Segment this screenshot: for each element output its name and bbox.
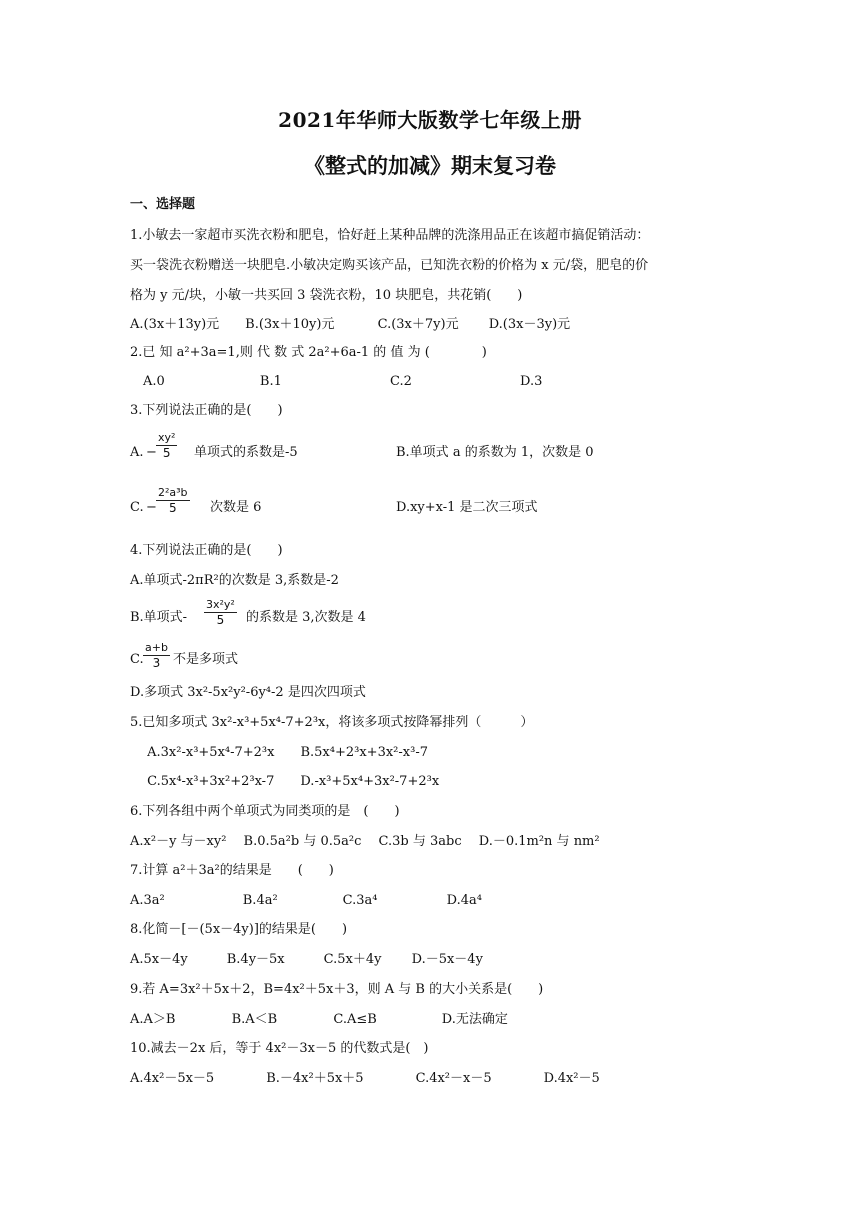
fraction-denominator: 5 <box>216 613 225 627</box>
question-1-line-1: 1.小敏去一家超市买洗衣粉和肥皂，恰好赶上某种品牌的洗涤用品正在该超市搞促销活动： <box>130 228 650 243</box>
question-1-options: A.(3x＋13y)元 B.(3x＋10y)元 C.(3x＋7y)元 D.(3x－3y)元 <box>130 317 571 332</box>
question-7-options: A.3a² B.4a² C.3a⁴ D.4a⁴ <box>130 893 482 908</box>
question-4-stem: 4.下列说法正确的是( ) <box>130 543 283 558</box>
doc-subtitle: 《整式的加减》期末复习卷 <box>304 153 556 178</box>
fraction-numerator: a+b <box>145 641 168 654</box>
doc-title: 2021年华师大版数学七年级上册 <box>278 108 582 132</box>
fraction-denominator: 5 <box>168 501 177 515</box>
question-4-option-d: D.多项式 3x²-5x²y²-6y⁴-2 是四次四项式 <box>130 685 366 700</box>
question-3-option-a-label: A. <box>130 445 144 460</box>
question-4-option-b-text: 的系数是 3,次数是 4 <box>246 610 366 625</box>
question-5-options-cd: C.5x⁴-x³+3x²+2³x-7 D.-x³+5x⁴+3x²-7+2³x <box>130 774 440 789</box>
fraction-denominator: 3 <box>152 656 161 670</box>
question-2-stem: 2.已 知 a²+3a=1,则 代 数 式 2a²+6a-1 的 值 为 ( ) <box>130 345 487 360</box>
question-4-option-c-label: C. <box>130 652 144 667</box>
question-4-option-b-prefix: B.单项式- <box>130 610 188 625</box>
fraction-numerator: 3x²y² <box>206 598 235 611</box>
question-1-line-2: 买一袋洗衣粉赠送一块肥皂.小敏决定购买该产品，已知洗衣粉的价格为 x 元/袋，肥皂的价 <box>130 258 649 273</box>
question-3-option-c-text: 次数是 6 <box>210 500 262 515</box>
question-3-option-c-label: C. <box>130 500 144 515</box>
fraction-numerator: xy² <box>158 431 176 444</box>
question-8-options: A.5x－4y B.4y－5x C.5x＋4y D.－5x－4y <box>130 952 483 967</box>
question-3-option-b: B.单项式 a 的系数为 1，次数是 0 <box>396 445 594 460</box>
fraction-numerator: 2²a³b <box>158 486 188 499</box>
minus-sign: − <box>146 500 157 515</box>
question-6-stem: 6.下列各组中两个单项式为同类项的是 ( ) <box>130 804 400 819</box>
question-10-stem: 10.减去－2x 后，等于 4x²－3x－5 的代数式是( ) <box>130 1041 429 1056</box>
question-8-stem: 8.化简－[－(5x－4y)]的结果是( ) <box>130 922 348 937</box>
question-4-option-c-text: 不是多项式 <box>173 652 239 667</box>
q4-option-b-fraction <box>204 598 237 627</box>
question-2-options: A.0 B.1 C.2 D.3 <box>130 374 543 389</box>
q3-option-a-fraction <box>156 431 177 460</box>
question-6-options: A.x²－y 与－xy² B.0.5a²b 与 0.5a²c C.3b 与 3abc D.－0.1m²n 与 nm² <box>130 834 600 849</box>
question-3-stem: 3.下列说法正确的是( ) <box>130 403 283 418</box>
question-4-option-a: A.单项式-2πR²的次数是 3,系数是-2 <box>130 573 339 588</box>
question-1-line-3: 格为 y 元/块，小敏一共买回 3 袋洗衣粉，10 块肥皂，共花销( ) <box>130 288 523 303</box>
q4-option-c-fraction <box>143 641 170 670</box>
minus-sign: − <box>146 445 157 460</box>
question-5-stem: 5.已知多项式 3x²-x³+5x⁴-7+2³x，将该多项式按降幂排列（ ） <box>130 715 534 730</box>
question-9-options: A.A＞B B.A＜B C.A≤B D.无法确定 <box>130 1012 508 1027</box>
question-9-stem: 9.若 A=3x²＋5x＋2，B=4x²＋5x＋3，则 A 与 B 的大小关系是( ) <box>130 982 544 997</box>
question-5-options-ab: A.3x²-x³+5x⁴-7+2³x B.5x⁴+2³x+3x²-x³-7 <box>130 745 428 760</box>
fraction-denominator: 5 <box>162 446 171 460</box>
question-10-options: A.4x²－5x－5 B.－4x²＋5x＋5 C.4x²－x－5 D.4x²－5 <box>130 1071 600 1086</box>
question-7-stem: 7.计算 a²＋3a²的结果是 ( ) <box>130 863 334 878</box>
q3-option-c-fraction <box>156 486 190 515</box>
question-3-option-d: D.xy+x-1 是二次三项式 <box>396 500 538 515</box>
question-3-option-a-text: 单项式的系数是-5 <box>194 445 298 460</box>
section-title: 一、选择题 <box>130 197 196 212</box>
